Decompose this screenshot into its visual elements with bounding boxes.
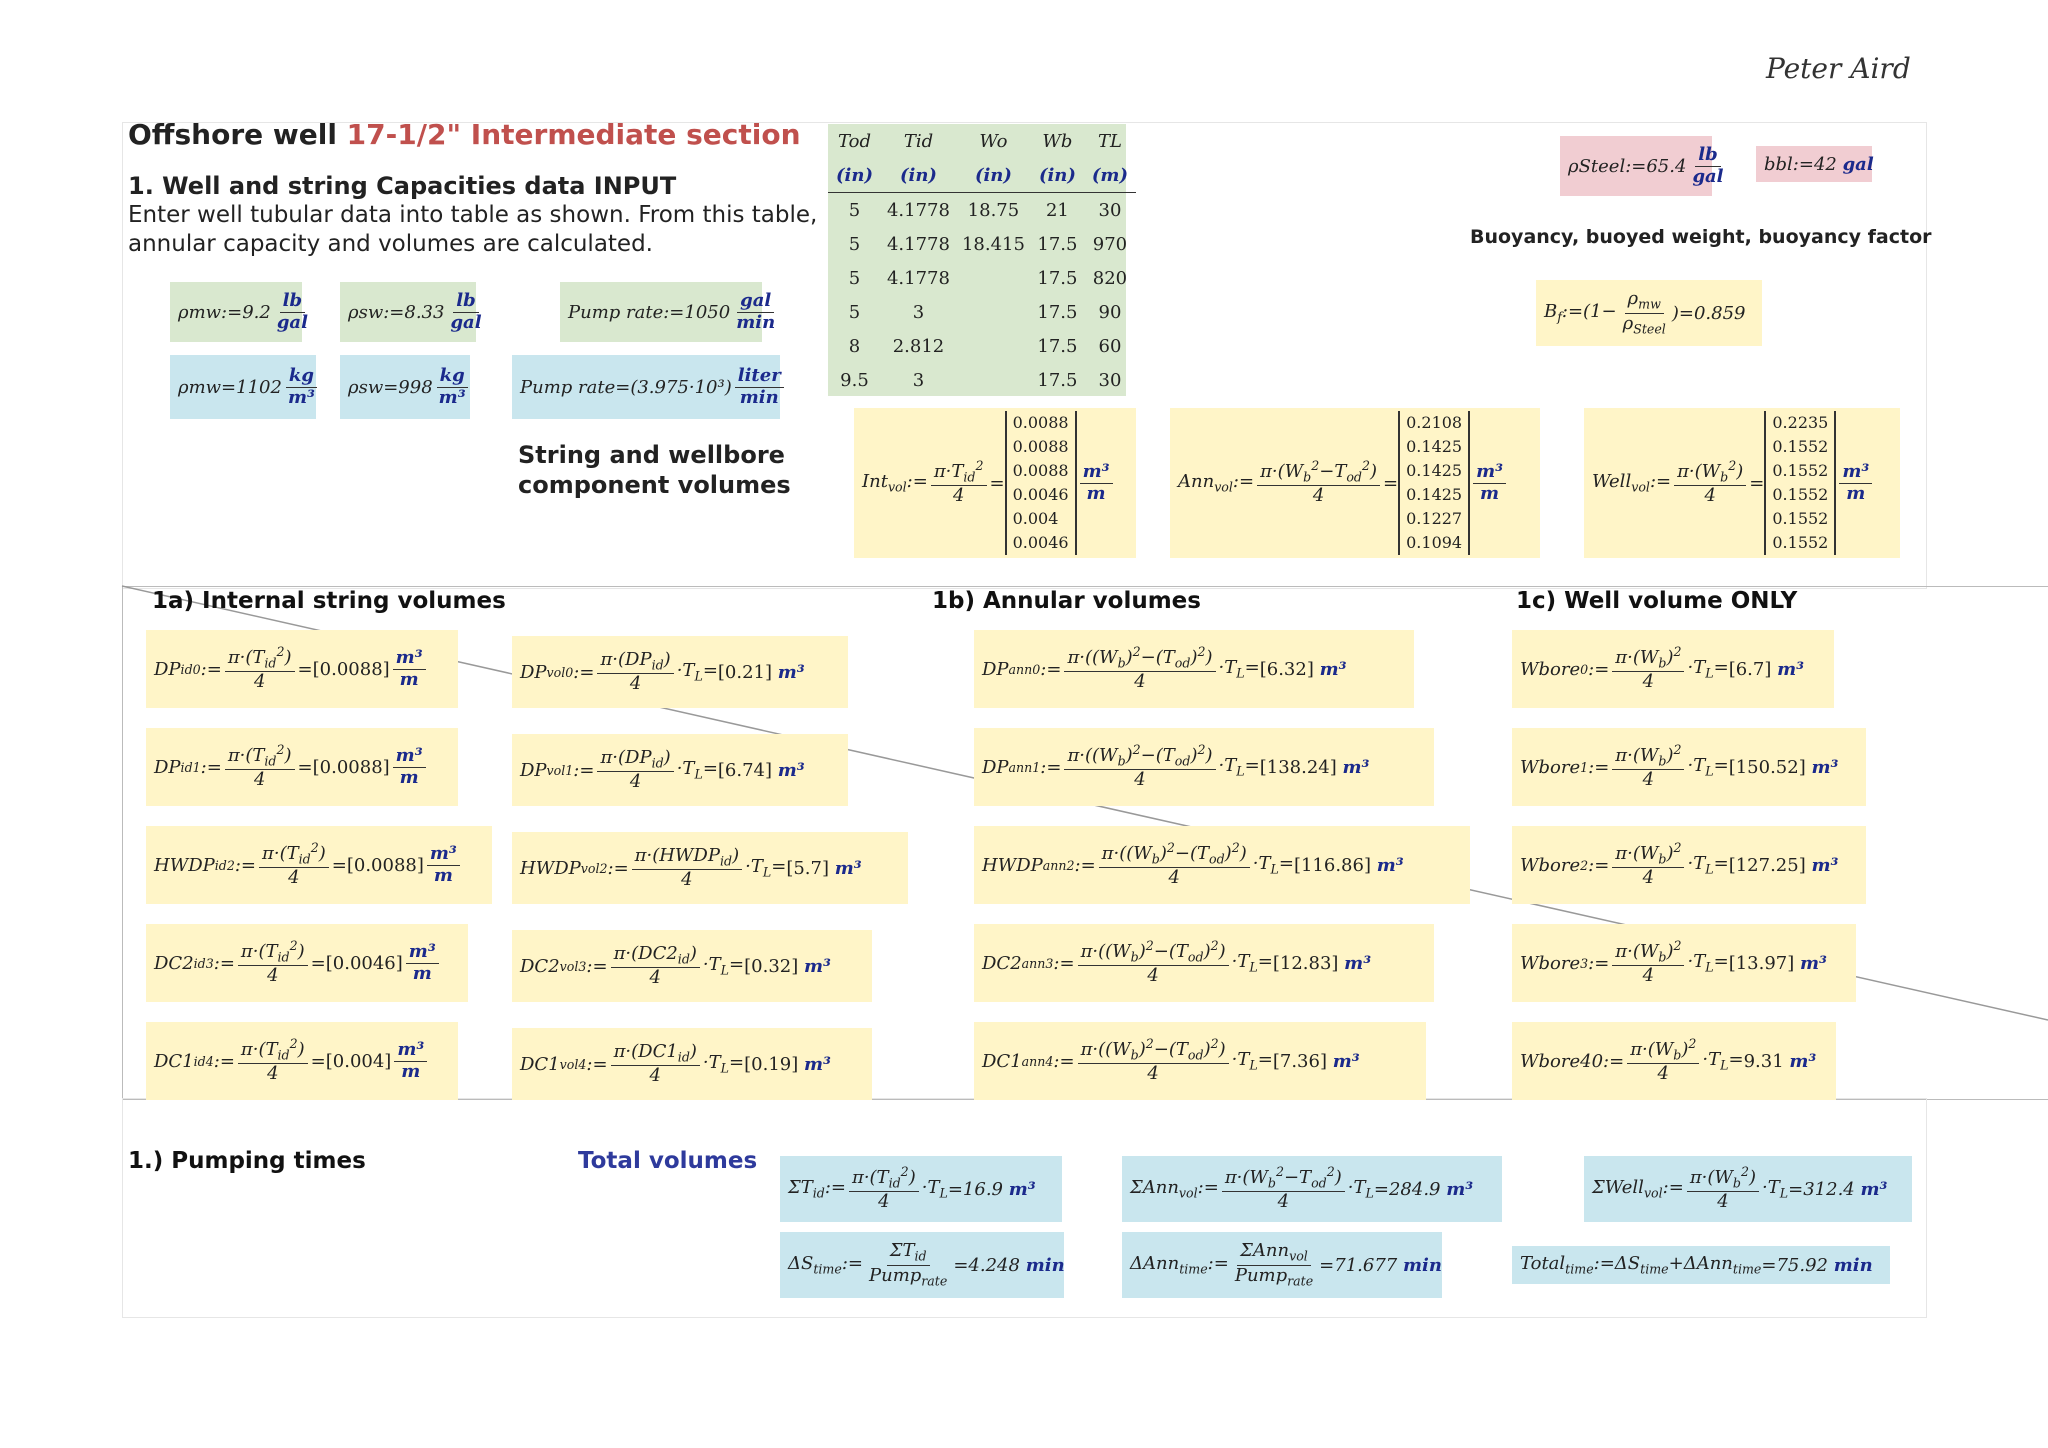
rho-mw-input[interactable]: ρmw:=9.2 $\frac{lb}{\text{gal}}$	[170, 282, 302, 342]
pump-rate-si: Pump rate=(3.975·10³) $\frac{\text{liter}}{\min}$	[512, 355, 780, 419]
well-volume-vector: Well$_{vol}$:= $\frac{\pi\cdot(W_b^2)}{4}$ = 0.2235 0.1552 0.1552 0.1552 0.1552 0.1552 $\frac{\text{m³}}{m}$	[1584, 408, 1900, 558]
w-bore-3: Wbore 3 := $\frac{\pi\cdot(W_b)^2}{4}$ $\cdot T_L=$ [13.97] m³	[1512, 924, 1856, 1002]
author-signature: Peter Aird	[1766, 52, 1911, 85]
delta-s-time: $\Delta S_{time}:=$ $\frac{\Sigma T_{id}}{Pump_{rate}}$ =4.248 min	[780, 1232, 1064, 1298]
dp-ann-0: DP ann 0 := $\frac{\pi\cdot((W_b)^2-(T_{od})^2)}{4}$ $\cdot T_L=$ [6.32] m³	[974, 630, 1414, 708]
delta-ann-time: ΔAnn$_{time}$:= $\frac{\Sigma Ann_{vol}}{Pump_{rate}}$ =71.677 min	[1122, 1232, 1442, 1298]
heading-internal-string-volumes: 1a) Internal string volumes	[152, 588, 506, 614]
dc2-vol-3: DC2 vol 3 := $\frac{\pi\cdot(DC2_{id})}{4}$ $\cdot T_L=$ [0.32] m³	[512, 930, 872, 1002]
heading-annular-volumes: 1b) Annular volumes	[932, 588, 1201, 614]
dp-vol-0: DP vol 0 := $\frac{\pi\cdot(DP_{id})}{4}$ $\cdot T_L=$ [0.21] m³	[512, 636, 848, 708]
title-main: Offshore well	[128, 118, 347, 151]
buoyancy-heading: Buoyancy, buoyed weight, buoyancy factor	[1470, 226, 1932, 248]
w-bore-0: Wbore 0 := $\frac{\pi\cdot(W_b)^2}{4}$ $\cdot T_L=$ [6.7] m³	[1512, 630, 1834, 708]
section-1-heading: 1. Well and string Capacities data INPUT	[128, 172, 677, 200]
page-title	[128, 118, 801, 151]
dp-ann-1: DP ann 1 := $\frac{\pi\cdot((W_b)^2-(T_{od})^2)}{4}$ $\cdot T_L=$ [138.24] m³	[974, 728, 1434, 806]
table-row: 5 4.1778 18.415 17.5 970	[848, 233, 1128, 255]
hwdp-ann-2: HWDP ann 2 := $\frac{\pi\cdot((W_b)^2-(T_{od})^2)}{4}$ $\cdot T_L=$ [116.86] m³	[974, 826, 1470, 904]
table-row: 5 4.1778 18.75 21 30	[848, 199, 1122, 221]
dc1-id-capacity-4: DC1 id 4 := $\frac{\pi\cdot(T_{id}^2)}{4}$ = [0.004] $\frac{\text{m³}}{m}$	[146, 1022, 458, 1100]
rho-sw-input[interactable]: ρsw:=8.33 $\frac{lb}{\text{gal}}$	[340, 282, 476, 342]
section-1-desc-2: annular capacity and volumes are calculated.	[128, 231, 653, 257]
title-accent: 17-1/2" Intermediate section	[346, 118, 801, 151]
pumping-times-heading: 1.) Pumping times	[128, 1148, 366, 1174]
dc1-ann-4: DC1 ann 4 := $\frac{\pi\cdot((W_b)^2-(T_{od})^2)}{4}$ $\cdot T_L=$ [7.36] m³	[974, 1022, 1426, 1100]
component-volumes-heading: String and wellbore component volumes	[518, 441, 791, 499]
table-row: 5 3 17.5 90	[848, 301, 1122, 323]
section-1-desc-1: Enter well tubular data into table as shown. From this table,	[128, 202, 818, 228]
sum-well-vol: ΣWell$_{vol}$:= $\frac{\pi\cdot(W_b^2)}{4}$ $\cdot T_L$ =312.4 m³	[1584, 1156, 1912, 1222]
internal-volume-vector: Int$_{vol}$:= $\frac{\pi\cdot T_{id}^2}{4}$ = 0.0088 0.0088 0.0088 0.0046 0.004 0.0046 $\frac{\text{m³}}{m}$	[854, 408, 1136, 558]
dp-id-capacity-1: DP id 1 := $\frac{\pi\cdot(T_{id}^2)}{4}$ = [0.0088] $\frac{\text{m³}}{m}$	[146, 728, 458, 806]
buoyancy-factor: $B_f:=(1-$ $\frac{\rho_{mw}}{\rho_{Steel}}$ ) =0.859	[1536, 280, 1762, 346]
hwdp-id-capacity-2: HWDP id 2 := $\frac{\pi\cdot(T_{id}^2)}{4}$ = [0.0088] $\frac{\text{m³}}{m}$	[146, 826, 492, 904]
w-bore-4: Wbore40 := $\frac{\pi\cdot(W_b)^2}{4}$ $\cdot T_L=$ 9.31 m³	[1512, 1022, 1836, 1100]
table-row: 5 4.1778 17.5 820	[848, 267, 1128, 289]
total-volumes-heading: Total volumes	[578, 1148, 758, 1174]
sum-tid: $\Sigma T_{id}:=$ $\frac{\pi\cdot(T_{id}^2)}{4}$ $\cdot T_L$ =16.9 m³	[780, 1156, 1062, 1222]
rho-sw-si: ρsw=998 $\frac{kg}{\text{m³}}$	[340, 355, 470, 419]
heading-well-volume-only: 1c) Well volume ONLY	[1516, 588, 1798, 614]
rho-mw-si: ρmw=1102 $\frac{kg}{\text{m³}}$	[170, 355, 316, 419]
dp-id-capacity-0: DP id 0 := $\frac{\pi\cdot(T_{id}^2)}{4}$ = [0.0088] $\frac{\text{m³}}{m}$	[146, 630, 458, 708]
bbl-definition[interactable]: bbl:=42 gal	[1756, 146, 1872, 182]
table-row: 8 2.812 17.5 60	[848, 335, 1122, 357]
annular-volume-vector: Ann$_{vol}$:= $\frac{\pi\cdot(W_b^2-T_{od}^2)}{4}$ = 0.2108 0.1425 0.1425 0.1425 0.1227 0.1094 $\frac{\text{m³}}{m}$	[1170, 408, 1540, 558]
dc1-vol-4: DC1 vol 4 := $\frac{\pi\cdot(DC1_{id})}{4}$ $\cdot T_L=$ [0.19] m³	[512, 1028, 872, 1100]
dc2-ann-3: DC2 ann 3 := $\frac{\pi\cdot((W_b)^2-(T_{od})^2)}{4}$ $\cdot T_L=$ [12.83] m³	[974, 924, 1434, 1002]
pump-rate-input[interactable]: Pump rate:=1050 $\frac{\text{gal}}{\min}$	[560, 282, 762, 342]
rho-steel-input[interactable]: ρSteel:=65.4 $\frac{lb}{\text{gal}}$	[1560, 136, 1712, 196]
w-bore-2: Wbore 2 := $\frac{\pi\cdot(W_b)^2}{4}$ $\cdot T_L=$ [127.25] m³	[1512, 826, 1866, 904]
table-row: 9.5 3 17.5 30	[840, 369, 1122, 391]
tubular-data-table[interactable]: Tod Tid Wo Wb TL (in) (in) (in) (in) (m) 5 4.1778 18.75 21 30 5 4.1778 18.415 17.5 970 5 4.1778 17.5 820 5 3 17.5 90 8 2.812 17.5 60 9.5 3 17.5 30	[828, 124, 1126, 396]
hwdp-vol-2: HWDP vol 2 := $\frac{\pi\cdot(HWDP_{id})}{4}$ $\cdot T_L=$ [5.7] m³	[512, 832, 908, 904]
sum-ann-vol: ΣAnn$_{vol}$:= $\frac{\pi\cdot(W_b^2-T_{od}^2)}{4}$ $\cdot T_L$ =284.9 m³	[1122, 1156, 1502, 1222]
total-time: $Total_{time}:=\Delta S_{time}+\Delta Ann_{time}$ =75.92 min	[1512, 1246, 1890, 1284]
dc2-id-capacity-3: DC2 id 3 := $\frac{\pi\cdot(T_{id}^2)}{4}$ = [0.0046] $\frac{\text{m³}}{m}$	[146, 924, 468, 1002]
w-bore-1: Wbore 1 := $\frac{\pi\cdot(W_b)^2}{4}$ $\cdot T_L=$ [150.52] m³	[1512, 728, 1866, 806]
dp-vol-1: DP vol 1 := $\frac{\pi\cdot(DP_{id})}{4}$ $\cdot T_L=$ [6.74] m³	[512, 734, 848, 806]
